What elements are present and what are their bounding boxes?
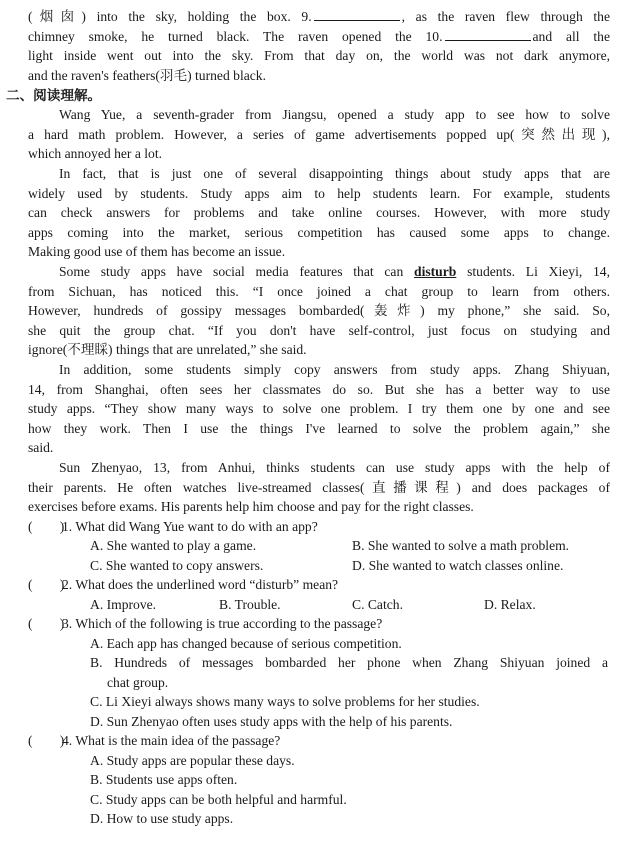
question-stem: 3. Which of the following is true according to the passage? <box>62 616 383 631</box>
cloze-line-2 <box>28 27 610 47</box>
passage-line: widely used by students. Study apps aim to help students learn. For example, students <box>28 186 610 201</box>
option-a: A. Study apps are popular these days. <box>90 753 295 768</box>
option-a: A. Improve. <box>90 597 157 612</box>
cloze-text: , as the raven flew through the <box>401 9 610 24</box>
passage-line: 14, from Shanghai, often sees her classmates do so. But she has a better way to use <box>28 382 610 397</box>
option-b: B. Hundreds of messages bombarded her phone when Zhang Shiyuan joined a <box>90 655 608 670</box>
blank-9[interactable] <box>314 8 400 21</box>
underlined-word-disturb: disturb <box>414 264 457 279</box>
option-c: C. Catch. <box>352 597 403 612</box>
passage-line: a hard math problem. However, a series of game advertisements popped up(突然出现), <box>28 127 610 142</box>
answer-paren[interactable]: ( ) <box>28 616 65 631</box>
cloze-line-1 <box>28 7 610 27</box>
question-2 <box>28 575 338 595</box>
passage-line: In fact, that is just one of several disappointing things about study apps that are <box>59 166 610 181</box>
cloze-text: (烟囱) into the sky, holding the box. 9. <box>28 9 312 24</box>
passage-line <box>59 262 610 282</box>
cloze-text: chimney smoke, he turned black. The raven opened the 10. <box>28 29 443 44</box>
option-c: C. She wanted to copy answers. <box>90 558 264 573</box>
question-1 <box>28 517 318 537</box>
passage-text: students. Li Xieyi, 14, <box>456 264 610 279</box>
question-3 <box>28 614 382 634</box>
passage-line: Making good use of them has become an issue. <box>28 244 286 259</box>
passage-line: exercises before exams. His parents help him choose and pay for the right classes. <box>28 499 474 514</box>
passage-line: can check answers for problems and take online courses. However, with more study <box>28 205 610 220</box>
section-heading: 二、阅读理解。 <box>6 88 102 103</box>
passage-line: from Sichuan, has noticed this. “I once joined a chat group to learn from others. <box>28 284 610 299</box>
question-stem: 2. What does the underlined word “disturb” mean? <box>62 577 339 592</box>
option-d: D. How to use study apps. <box>90 811 234 826</box>
passage-line: In addition, some students simply copy answers from study apps. Zhang Shiyuan, <box>59 362 610 377</box>
answer-paren[interactable]: ( ) <box>28 519 65 534</box>
passage-line: Wang Yue, a seventh-grader from Jiangsu, opened a study app to see how to solve <box>59 107 610 122</box>
passage-line: she quit the group chat. “If you don't have self-control, just focus on studying and <box>28 323 610 338</box>
cloze-line-3: light inside went out into the sky. From that day on, the world was not dark anymore, <box>28 48 610 63</box>
passage-line: ignore(不理睬) things that are unrelated,” she said. <box>28 342 307 357</box>
question-4 <box>28 731 280 751</box>
option-b: B. She wanted to solve a math problem. <box>352 538 570 553</box>
question-stem: 4. What is the main idea of the passage? <box>62 733 281 748</box>
answer-paren[interactable]: ( ) <box>28 577 65 592</box>
option-c: C. Study apps can be both helpful and harmful. <box>90 792 347 807</box>
option-a: A. Each app has changed because of serious competition. <box>90 636 402 651</box>
option-b: B. Trouble. <box>219 597 281 612</box>
passage-line: their parents. He often watches live-streamed classes(直播课程) and does packages of <box>28 480 610 495</box>
passage-line: However, hundreds of gossipy messages bombarded(轰炸) my phone,” she said. So, <box>28 303 610 318</box>
passage-text: Some study apps have social media features that can <box>59 264 415 279</box>
option-d: D. She wanted to watch classes online. <box>352 558 564 573</box>
question-stem: 1. What did Wang Yue want to do with an app? <box>62 519 318 534</box>
passage-line: which annoyed her a lot. <box>28 146 163 161</box>
answer-paren[interactable]: ( ) <box>28 733 65 748</box>
passage-line: Sun Zhenyao, 13, from Anhui, thinks students can use study apps with the help of <box>59 460 610 475</box>
option-a: A. She wanted to play a game. <box>90 538 257 553</box>
option-d: D. Sun Zhenyao often uses study apps with the help of his parents. <box>90 714 453 729</box>
passage-line: study apps. “They show many ways to solve one problem. I try them one by one and see <box>28 401 610 416</box>
option-d: D. Relax. <box>484 597 536 612</box>
option-c: C. Li Xieyi always shows many ways to solve problems for her studies. <box>90 694 480 709</box>
passage-line: said. <box>28 440 54 455</box>
passage-line: how they work. Then I use the things I've learned to solve the problem again,” she <box>28 421 610 436</box>
blank-10[interactable] <box>445 28 531 41</box>
cloze-text: and all the <box>532 29 611 44</box>
option-b: B. Students use apps often. <box>90 772 238 787</box>
option-b-continued: chat group. <box>107 675 169 690</box>
passage-line: apps coming into the market, serious competition has caused some apps to change. <box>28 225 610 240</box>
cloze-line-4: and the raven's feathers(羽毛) turned black. <box>28 68 266 83</box>
